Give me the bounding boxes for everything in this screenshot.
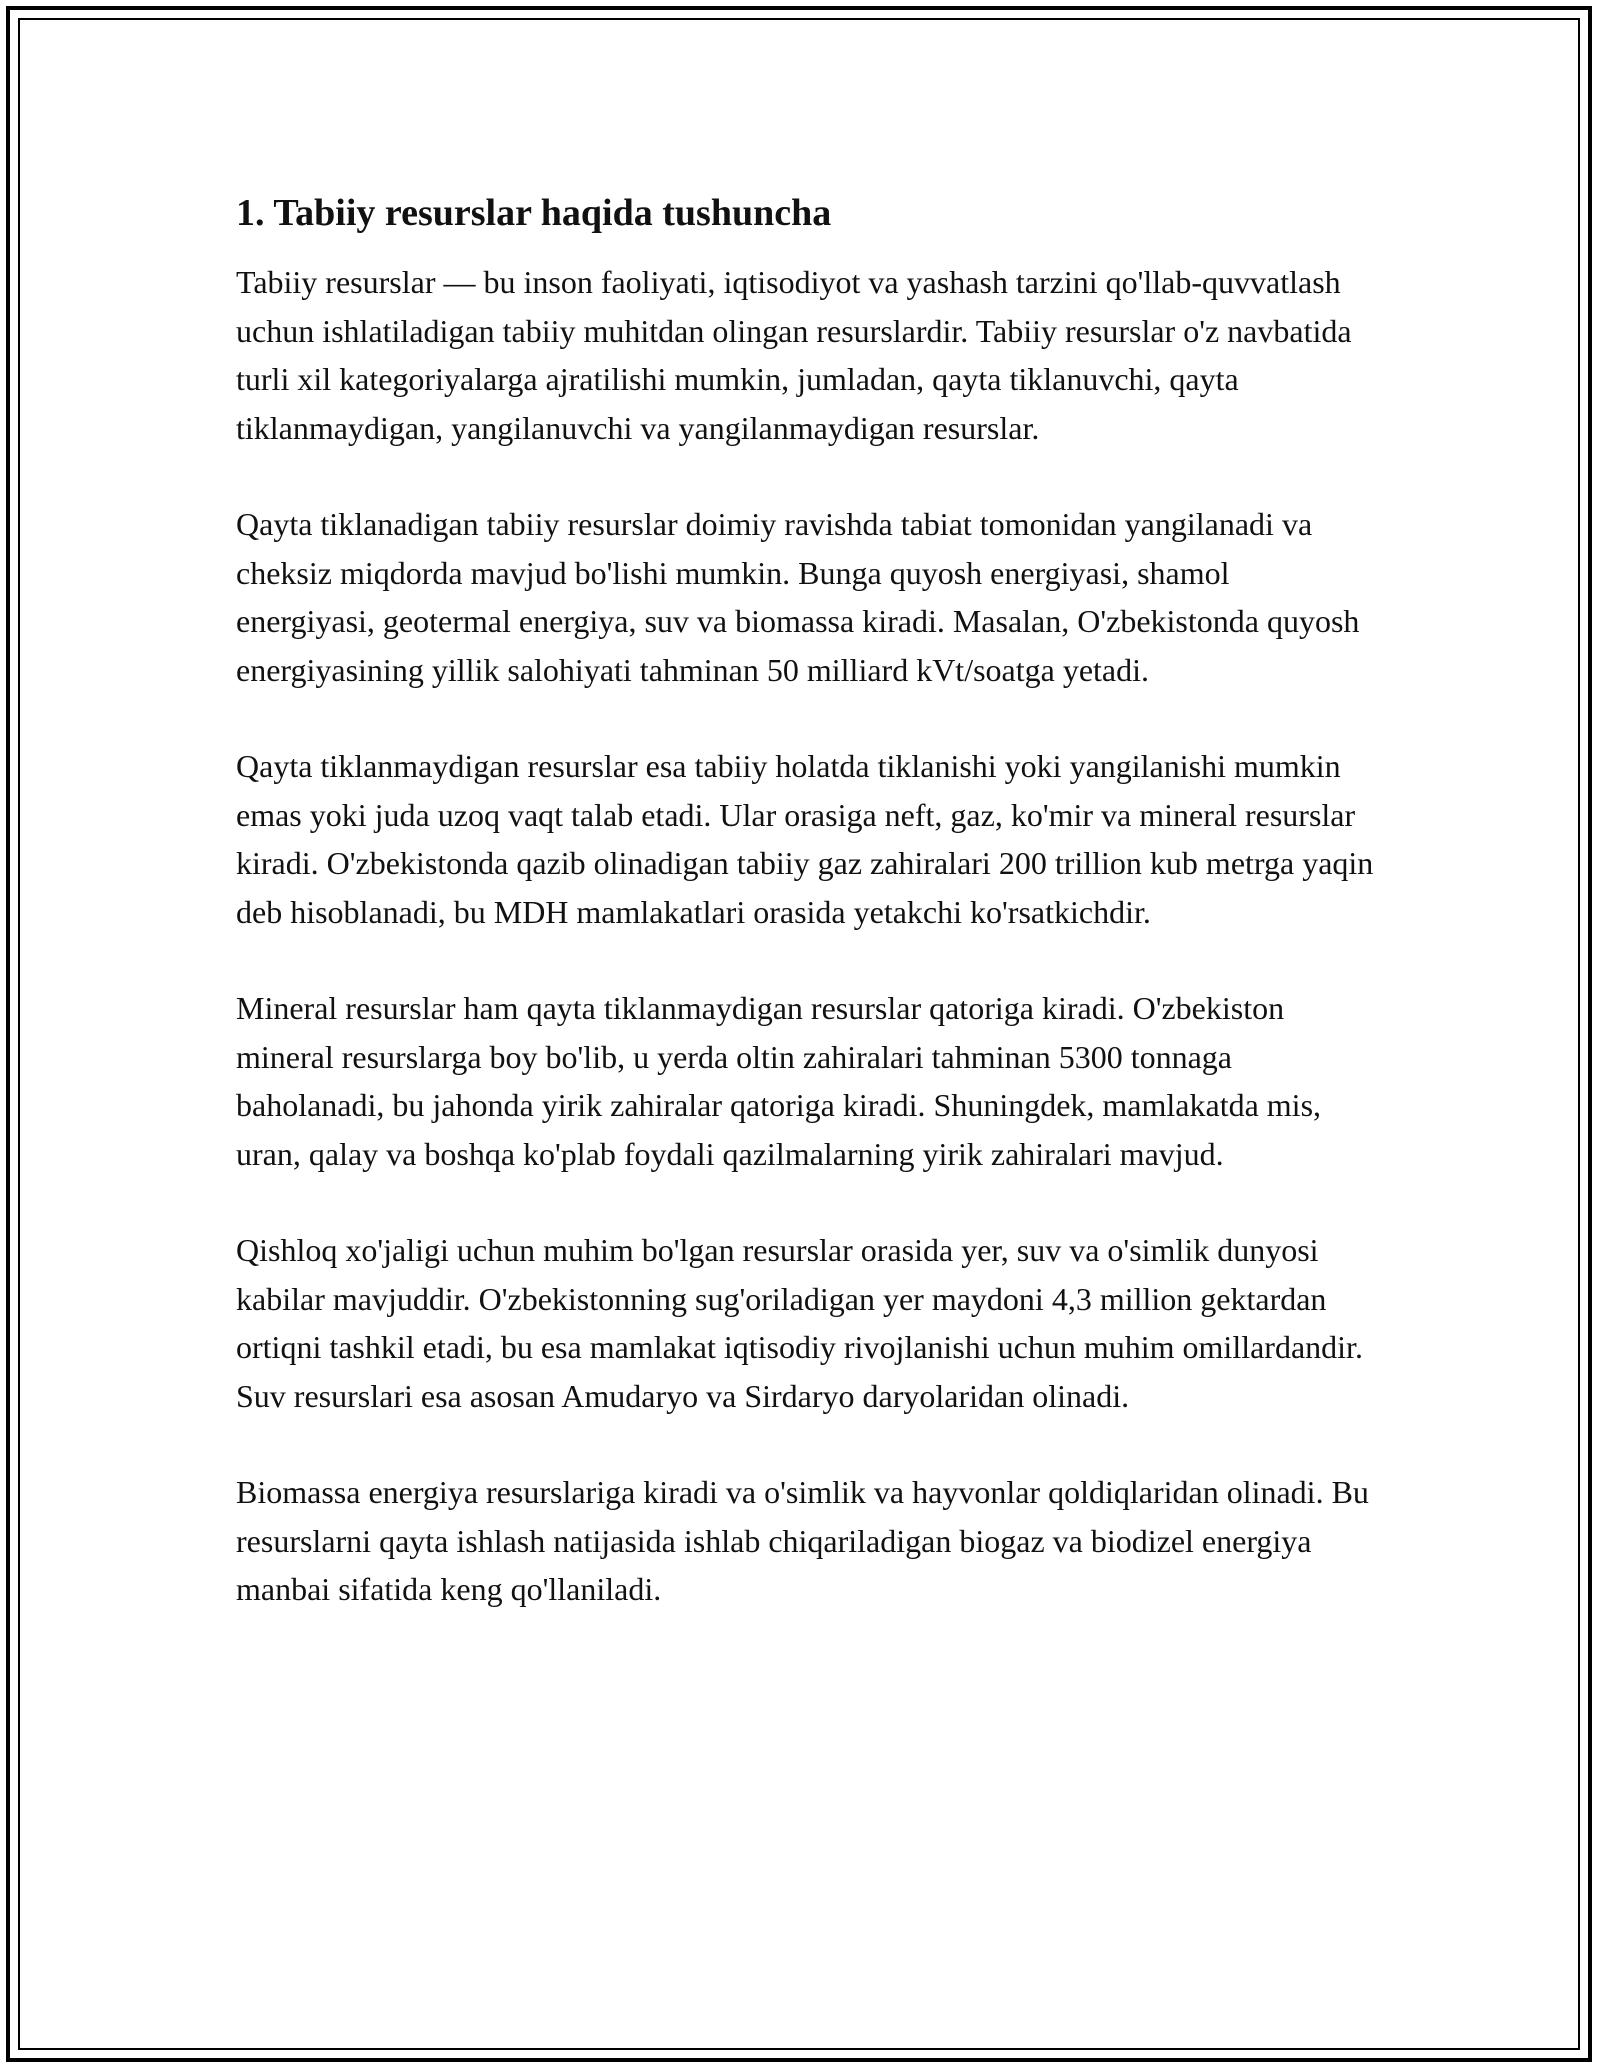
paragraph-mineral: Mineral resurslar ham qayta tiklanmaydigan resurslar qatoriga kiradi. O'zbekiston mineral resurslarga boy bo'lib, u yerda oltin zahiralari tahminan 5300 tonnaga baholanadi, bu jahonda yirik zahiralar qatoriga kiradi. Shuningdek, mamlakatda mis, uran, qalay va boshqa ko'plab foydali qazilmalarning yirik zahiralari mavjud. <box>236 990 1322 1172</box>
paragraph-agriculture: Qishloq xo'jaligi uchun muhim bo'lgan resurslar orasida yer, suv va o'simlik dunyosi kabilar mavjuddir. O'zbekistonning sug'oriladigan yer maydoni 4,3 million gektardan ortiqni tashkil etadi, bu esa mamlakat iqtisodiy rivojlanishi uchun muhim omillardandir. Suv resurslari esa asosan Amudaryo va Sirdaryo daryolaridan olinadi. <box>236 1232 1363 1414</box>
paragraph-definition: Tabiiy resurslar — bu inson faoliyati, iqtisodiyot va yashash tarzini qo'llab-quvvatlash uchun ishlatiladigan tabiiy muhitdan olingan resurslardir. Tabiiy resurslar o'z navbatida turli xil kategoriyalarga ajratilishi mumkin, jumladan, qayta tiklanuvchi, qayta tiklanmaydigan, yangilanuvchi va yangilanmaydigan resurslar. <box>236 264 1352 446</box>
section-heading: 1. Tabiiy resurslar haqida tushuncha <box>236 192 832 234</box>
document-body <box>236 190 1376 1662</box>
paragraph-biomass: Biomassa energiya resurslariga kiradi va o'simlik va hayvonlar qoldiqlaridan olinadi. Bu resurslarni qayta ishlash natijasida ishlab chiqariladigan biogaz va biodizel energiya manbai sifatida keng qo'llaniladi. <box>236 1474 1369 1607</box>
paragraph-renewable: Qayta tiklanadigan tabiiy resurslar doimiy ravishda tabiat tomonidan yangilanadi va cheksiz miqdorda mavjud bo'lishi mumkin. Bunga quyosh energiyasi, shamol energiyasi, geotermal energiya, suv va biomassa kiradi. Masalan, O'zbekistonda quyosh energiyasining yillik salohiyati tahminan 50 milliard kVt/soatga yetadi. <box>236 506 1360 688</box>
paragraph-non-renewable: Qayta tiklanmaydigan resurslar esa tabiiy holatda tiklanishi yoki yangilanishi mumkin emas yoki juda uzoq vaqt talab etadi. Ular orasiga neft, gaz, ko'mir va mineral resurslar kiradi. O'zbekistonda qazib olinadigan tabiiy gaz zahiralari 200 trillion kub metrga yaqin deb hisoblanadi, bu MDH mamlakatlari orasida yetakchi ko'rsatkichdir. <box>236 748 1374 930</box>
